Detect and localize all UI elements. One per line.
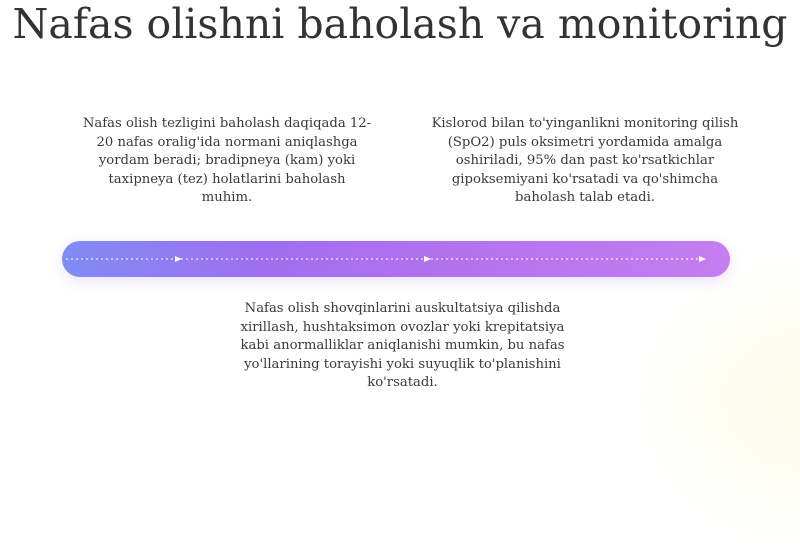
arrow-right-icon [175,256,182,262]
arrow-right-icon [699,256,706,262]
auscultation-text: Nafas olish shovqinlarini auskultatsiya qilishda xirillash, hushtaksimon ovozlar yoki krepitatsiya kabi anormalliklar aniqlanishi mumkin, bu nafas yo'llarining torayishi yoki suyuqlik to'planishini ko'rsatadi. [240,301,565,390]
page-title: Nafas olishni baholash va monitoring [12,0,788,48]
timeline-bar [62,241,730,277]
respiratory-rate-text: Nafas olish tezligini baholash daqiqada 12-20 nafas oralig'ida normani aniqlashga yordam beradi; bradipneya (kam) yoki taxipneya (tez) holatlarini baholash muhim. [82,116,372,205]
oxygen-saturation-text: Kislorod bilan to'yinganlikni monitoring qilish (SpO2) puls oksimetri yordamida amalga oshiriladi, 95% dan past ko'rsatkichlar gipoksemiyani ko'rsatadi va qo'shimcha baholash talab etadi. [431,116,739,205]
background-glow [620,240,800,560]
arrow-right-icon [424,256,431,262]
timeline-arrows [62,241,730,277]
